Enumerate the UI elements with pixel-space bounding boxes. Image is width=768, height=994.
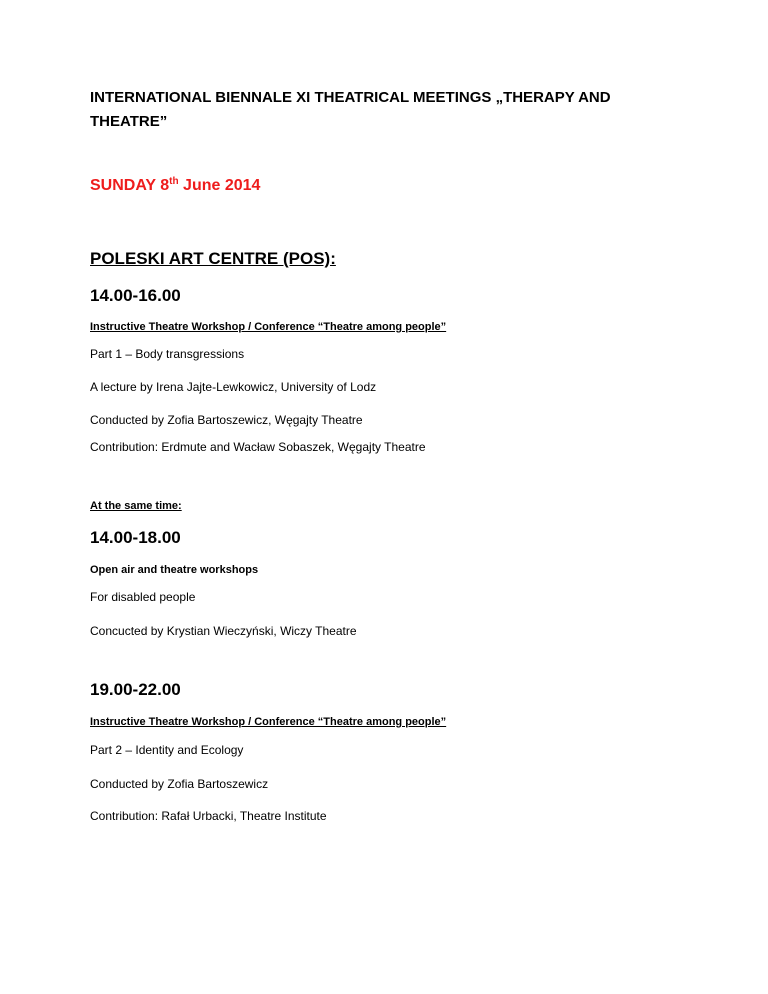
session-1-line: A lecture by Irena Jajte-Lewkowicz, University of Lodz: [90, 380, 377, 394]
session-3-time: 19.00-22.00: [90, 680, 181, 699]
venue-heading: POLESKI ART CENTRE (POS):: [90, 249, 336, 268]
session-3-line: Conducted by Zofia Bartoszewicz: [90, 777, 269, 791]
session-1-heading: Instructive Theatre Workshop / Conference “Theatre among people”: [90, 321, 447, 333]
session-3-line: Part 2 – Identity and Ecology: [90, 743, 244, 757]
session-2-note: At the same time:: [90, 500, 182, 512]
event-date: [90, 177, 260, 195]
session-2-line: Concucted by Krystian Wieczyński, Wiczy Theatre: [90, 624, 357, 638]
session-1-line: Contribution: Erdmute and Wacław Sobaszek, Węgajty Theatre: [90, 440, 426, 454]
session-3-line: Contribution: Rafał Urbacki, Theatre Institute: [90, 809, 327, 823]
session-2-time: 14.00-18.00: [90, 528, 181, 547]
session-1-time: 14.00-16.00: [90, 286, 181, 305]
document-title: INTERNATIONAL BIENNALE XI THEATRICAL MEETINGS „THERAPY AND THEATRE”: [90, 89, 611, 130]
date-day: SUNDAY 8: [90, 177, 170, 194]
session-2-line: For disabled people: [90, 590, 196, 604]
date-ordinal-suffix: th: [169, 176, 179, 187]
session-2-heading: Open air and theatre workshops: [90, 564, 259, 576]
session-1-line: Part 1 – Body transgressions: [90, 347, 245, 361]
session-3-heading: Instructive Theatre Workshop / Conference “Theatre among people”: [90, 716, 447, 728]
session-1-line: Conducted by Zofia Bartoszewicz, Węgajty Theatre: [90, 413, 363, 427]
date-month-year: June 2014: [178, 177, 261, 194]
